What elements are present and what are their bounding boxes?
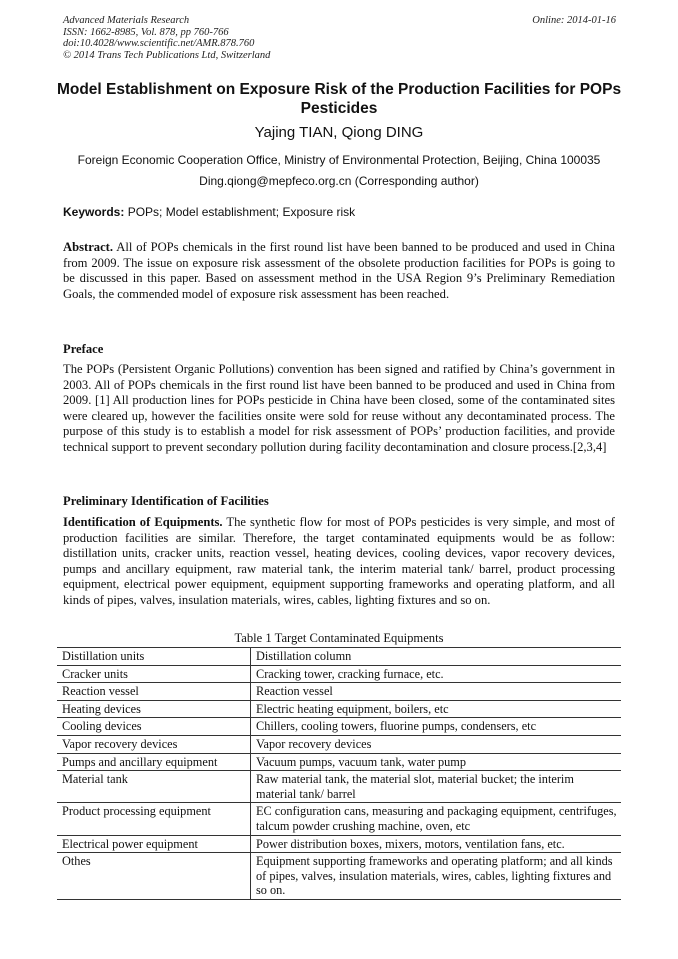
table-cell-desc: Chillers, cooling towers, fluorine pumps, condensers, etc: [251, 718, 622, 736]
table-row: [57, 803, 621, 835]
equipment-paragraph: [63, 515, 615, 609]
table-row: [57, 683, 621, 701]
table-cell-name: Material tank: [57, 771, 251, 803]
table-row: [57, 700, 621, 718]
table-cell-desc: Raw material tank, the material slot, material bucket; the interim material tank/ barrel: [251, 771, 622, 803]
table-cell-desc: Equipment supporting frameworks and operating platform; and all kinds of pipes, valves, insulation materials, wires, cables, lighting fixtures and so on.: [251, 853, 622, 900]
keywords: [63, 205, 355, 219]
table-row: [57, 853, 621, 900]
abstract: [63, 240, 615, 302]
affiliation: Foreign Economic Cooperation Office, Ministry of Environmental Protection, Beijing, China 100035: [77, 153, 601, 167]
table-cell-name: Product processing equipment: [57, 803, 251, 835]
table-cell-name: Pumps and ancillary equipment: [57, 753, 251, 771]
table-cell-desc: Vacuum pumps, vacuum tank, water pump: [251, 753, 622, 771]
table-row: [57, 718, 621, 736]
table-row: [57, 665, 621, 683]
doi-line: doi:10.4028/www.scientific.net/AMR.878.760: [63, 38, 255, 50]
table-cell-name: Heating devices: [57, 700, 251, 718]
table-caption: Table 1 Target Contaminated Equipments: [234, 631, 444, 645]
journal-name: Advanced Materials Research: [63, 15, 190, 26]
abstract-text: All of POPs chemicals in the first round list have been banned to be produced and used in China from 2009. The issue on exposure risk assessment of the obsolete production facilities for POPs is going to be discussed in this paper. Based on assessment method in the USA Region 9’s Preliminary Remediation Goals, the commended model of exposure risk assessment has been reached.: [63, 240, 615, 301]
table-cell-desc: Reaction vessel: [251, 683, 622, 701]
table-row: [57, 735, 621, 753]
keywords-text: POPs; Model establishment; Exposure risk: [127, 205, 356, 219]
table-cell-name: Distillation units: [57, 648, 251, 666]
preface-heading: Preface: [63, 342, 104, 356]
author-email: Ding.qiong@mepfeco.org.cn (Corresponding author): [199, 174, 479, 188]
table-row: [57, 753, 621, 771]
table-row: [57, 835, 621, 853]
table-cell-name: Othes: [57, 853, 251, 900]
table-cell-desc: Power distribution boxes, mixers, motors, ventilation fans, etc.: [251, 835, 622, 853]
abstract-label: Abstract.: [63, 240, 114, 254]
paper-authors: Yajing TIAN, Qiong DING: [254, 124, 424, 141]
table-row: [57, 648, 621, 666]
table-cell-name: Electrical power equipment: [57, 835, 251, 853]
affiliation-block: [40, 150, 638, 192]
table-cell-desc: EC configuration cans, measuring and packaging equipment, centrifuges, talcum powder crushing machine, oven, etc: [251, 803, 622, 835]
table-cell-desc: Electric heating equipment, boilers, etc: [251, 700, 622, 718]
journal-header: [63, 15, 270, 61]
issn-line: ISSN: 1662-8985, Vol. 878, pp 760-766: [63, 26, 229, 38]
table-cell-name: Vapor recovery devices: [57, 735, 251, 753]
table-cell-desc: Distillation column: [251, 648, 622, 666]
paper-title: Model Establishment on Exposure Risk of the Production Facilities for POPs Pesticides: [56, 81, 622, 117]
equipment-text: The synthetic flow for most of POPs pesticides is very simple, and most of production facilities are similar. Therefore, the target contaminated equipments would be as follow: distillation units, cracker units, reaction vessel, heating devices, cooling devices, vapor recovery devices, pumps and ancillary equipment, raw material tank, the interim material tank/ barrel, product processing equipment, electrical power equipment, equipment supporting frameworks and operating platform, and all kinds of pipes, valves, insulation materials, wires, cables, lighting fixtures and so on.: [63, 515, 615, 607]
preface-text: The POPs (Persistent Organic Pollutions) convention has been signed and ratified by China’s government in 2003. All of POPs chemicals in the first round list have been banned to be produced and used in China from 2009. [1] All production lines for POPs pesticide in China have been closed, some of the contaminated sites were cleared up, however the facilities onsite were sold for reuse without any decontaminated process. The purpose of this study is to establish a model for risk assessment of POPs’ production facilities, and provide technical support to prevent secondary pollution during facility decontamination and closure process.[2,3,4]: [63, 362, 615, 454]
equipment-table: [57, 647, 621, 900]
table-cell-name: Cooling devices: [57, 718, 251, 736]
keywords-label: Keywords:: [63, 205, 125, 219]
table-cell-desc: Vapor recovery devices: [251, 735, 622, 753]
table-row: [57, 771, 621, 803]
table-cell-desc: Cracking tower, cracking furnace, etc.: [251, 665, 622, 683]
table-cell-name: Cracker units: [57, 665, 251, 683]
online-date: Online: 2014-01-16: [532, 15, 616, 26]
table-cell-name: Reaction vessel: [57, 683, 251, 701]
equipment-sub-label: Identification of Equipments.: [63, 515, 223, 529]
section-heading-identification: Preliminary Identification of Facilities: [63, 494, 269, 508]
copyright-line: © 2014 Trans Tech Publications Ltd, Switzerland: [63, 49, 271, 61]
